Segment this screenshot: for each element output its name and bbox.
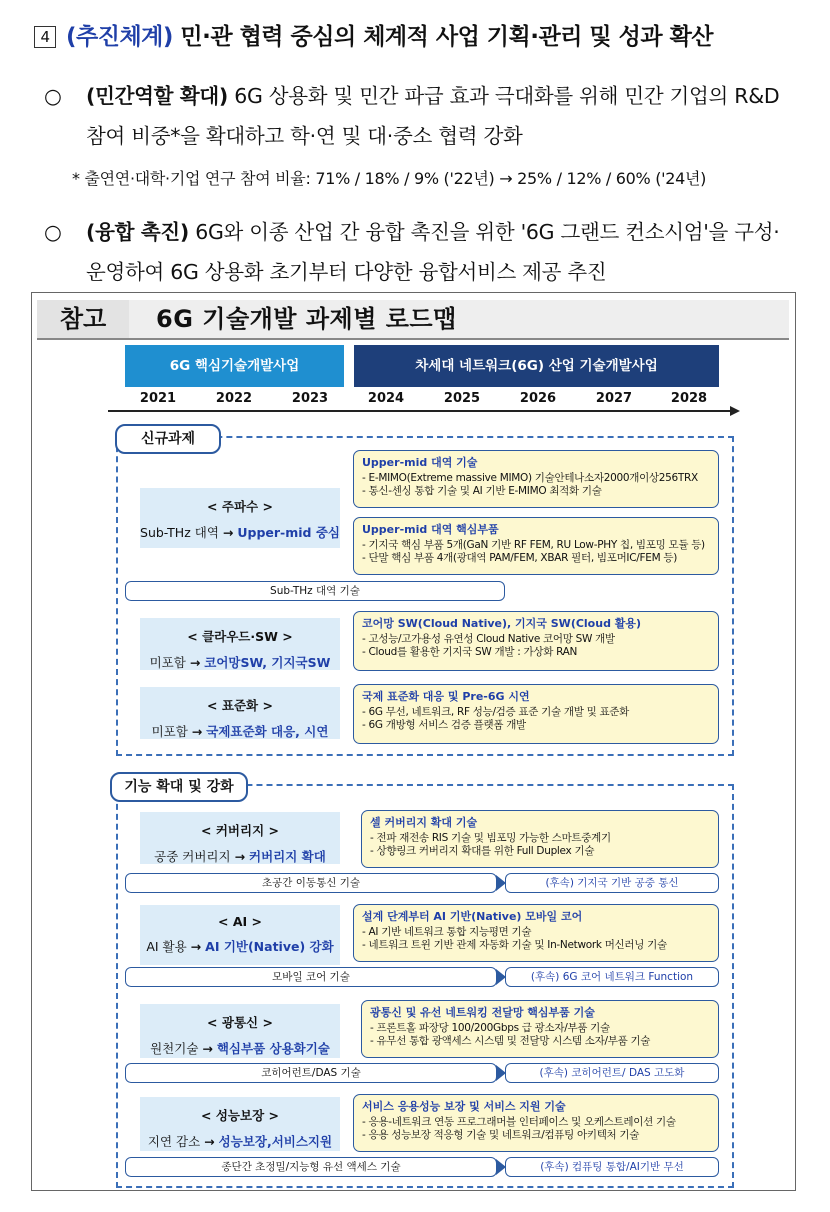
task-line: - 응용 성능보장 적응형 기술 및 네트워크/컴퓨팅 아키텍처 기술 xyxy=(362,1129,640,1141)
task-line: - 단말 핵심 부품 4개(광대역 PAM/FEM, XBAR 필터, 빔포머IC/FEM 등) xyxy=(362,552,678,564)
topic-optical xyxy=(140,1004,340,1058)
task-heading: 국제 표준화 대응 및 Pre-6G 시연 xyxy=(362,690,530,703)
topic-standard xyxy=(140,687,340,739)
task-service-performance xyxy=(353,1094,719,1152)
footnote: * 출연연·대학·기업 연구 참여 비율: 71% / 18% / 9% ('22년) → 25% / 12% / 60% ('24년) xyxy=(72,169,707,188)
timeline-arrow-icon xyxy=(730,406,740,416)
bullet-head: (민간역할 확대) xyxy=(86,84,228,108)
task-standardization xyxy=(353,684,719,744)
bar-current: 초공간 이동통신 기술 xyxy=(125,873,497,893)
task-cell-coverage xyxy=(361,810,719,868)
task-upper-mid-tech xyxy=(353,450,719,508)
task-line: - 상향링크 커버리지 확대를 위한 Full Duplex 기술 xyxy=(370,845,595,857)
topic-from: 지연 감소 xyxy=(147,1134,201,1149)
bar-current: 모바일 코어 기술 xyxy=(125,967,497,987)
task-optical xyxy=(361,1000,719,1058)
year-label: 2025 xyxy=(443,391,481,406)
bullet-body: 6G와 이종 산업 간 융합 촉진을 위한 '6G 그랜드 컨소시엄'을 구성·운영하여 6G 상용화 초기부터 다양한 융합서비스 제공 추진 xyxy=(86,220,780,284)
topic-to: 커버리지 확대 xyxy=(249,849,326,864)
section-title-highlight: (추진체계) xyxy=(66,24,173,50)
bar-current: 종단간 초정밀/지능형 유선 액세스 기술 xyxy=(125,1157,497,1177)
topic-to: 성능보장,서비스지원 xyxy=(218,1134,333,1149)
task-line: - 응용-네트워크 연동 프로그래머블 인터페이스 및 오케스트레이션 기술 xyxy=(362,1116,676,1128)
topic-from: 원천기술 xyxy=(150,1041,199,1056)
topic-to: Upper-mid 중심 xyxy=(237,525,340,540)
bullet-convergence xyxy=(44,212,786,292)
task-heading: 코어망 SW(Cloud Native), 기지국 SW(Cloud 활용) xyxy=(362,617,642,630)
topic-title: < 표준화 > xyxy=(207,698,273,713)
bar-subthz: Sub-THz 대역 기술 xyxy=(125,581,505,601)
topic-cloud-sw xyxy=(140,618,340,670)
arrow-right-icon: → xyxy=(191,724,203,739)
topic-to: 코어망SW, 기지국SW xyxy=(204,655,331,670)
year-label: 2021 xyxy=(139,391,177,406)
year-label: 2022 xyxy=(215,391,253,406)
group-label-new-tasks: 신규과제 xyxy=(115,424,221,454)
group-label-enhance: 기능 확대 및 강화 xyxy=(110,772,248,802)
task-core-sw xyxy=(353,611,719,671)
bar-current: 코히어런트/DAS 기술 xyxy=(125,1063,497,1083)
task-line: - 6G 무선, 네트워크, RF 성능/검증 표준 기술 개발 및 표준화 xyxy=(362,706,629,718)
task-line: - E-MIMO(Extreme massive MIMO) 기술안테나소자2000개이상256TRX xyxy=(362,472,698,484)
bullet-head: (융합 촉진) xyxy=(86,220,189,244)
topic-performance xyxy=(140,1097,340,1151)
task-heading: Upper-mid 대역 핵심부품 xyxy=(362,523,499,536)
topic-title: < 광통신 > xyxy=(207,1015,273,1030)
year-label: 2028 xyxy=(670,391,708,406)
arrow-right-icon: → xyxy=(190,939,202,954)
topic-frequency xyxy=(140,488,340,548)
bullet-private-role xyxy=(44,76,786,156)
task-ai-core xyxy=(353,904,719,962)
topic-title: < 성능보장 > xyxy=(201,1108,279,1123)
arrow-right-icon: → xyxy=(204,1134,215,1149)
task-heading: 서비스 응용성능 보장 및 서비스 지원 기술 xyxy=(362,1100,566,1113)
topic-to: 핵심부품 상용화기술 xyxy=(216,1041,330,1056)
task-line: - 고성능/고가용성 유연성 Cloud Native 코어망 SW 개발 xyxy=(362,633,615,645)
topic-title: < AI > xyxy=(218,914,262,929)
topic-to: AI 기반(Native) 강화 xyxy=(205,939,334,954)
topic-from: 미포함 xyxy=(149,655,186,670)
program-core-tech: 6G 핵심기술개발사업 xyxy=(125,345,344,387)
task-line: - AI 기반 네트워크 통합 지능평면 기술 xyxy=(362,926,532,938)
bar-next: (후속) 코히어런트/ DAS 고도화 xyxy=(505,1063,719,1083)
year-label: 2024 xyxy=(367,391,405,406)
task-heading: 광통신 및 유선 네트워킹 전달망 핵심부품 기술 xyxy=(370,1006,595,1019)
task-line: - 6G 개방형 서비스 검증 플랫폼 개발 xyxy=(362,719,526,731)
task-heading: Upper-mid 대역 기술 xyxy=(362,456,478,469)
bullet-body: 6G 상용화 및 민간 파급 효과 극대화를 위해 민간 기업의 R&D 참여 비중*을 확대하고 학·연 및 대·중소 협력 강화 xyxy=(86,84,780,148)
bullet-mark: ○ xyxy=(44,84,62,108)
bar-next: (후속) 6G 코어 네트워크 Function xyxy=(505,967,719,987)
bar-next: (후속) 컴퓨팅 통합/AI기반 무선 xyxy=(505,1157,719,1177)
arrow-right-icon: → xyxy=(202,1041,213,1056)
arrow-right-icon: → xyxy=(234,849,246,864)
arrow-right-icon: → xyxy=(222,525,234,540)
year-label: 2027 xyxy=(595,391,633,406)
task-line: - 유무선 통합 광액세스 시스템 및 전달망 시스템 소자/부품 기술 xyxy=(370,1035,651,1047)
topic-to: 국제표준화 대응, 시연 xyxy=(206,724,329,739)
topic-from: Sub-THz 대역 xyxy=(140,525,219,540)
year-label: 2026 xyxy=(519,391,557,406)
task-heading: 설계 단계부터 AI 기반(Native) 모바일 코어 xyxy=(362,910,583,923)
bullet-mark: ○ xyxy=(44,220,62,244)
year-label: 2023 xyxy=(291,391,329,406)
reference-label: 참고 xyxy=(37,300,129,338)
topic-from: 공중 커버리지 xyxy=(154,849,231,864)
timeline-axis xyxy=(108,410,732,412)
task-line: - 프론트홀 파장당 100/200Gbps 급 광소자/부품 기술 xyxy=(370,1022,610,1034)
program-next-network: 차세대 네트워크(6G) 산업 기술개발사업 xyxy=(354,345,719,387)
topic-title: < 주파수 > xyxy=(207,499,273,514)
topic-from: AI 활용 xyxy=(146,939,187,954)
topic-title: < 클라우드·SW > xyxy=(187,629,293,644)
arrow-right-icon: → xyxy=(189,655,201,670)
task-heading: 셀 커버리지 확대 기술 xyxy=(370,816,478,829)
bar-next: (후속) 기지국 기반 공중 통신 xyxy=(505,873,719,893)
task-line: - 통신-센싱 통합 기술 및 AI 기반 E-MIMO 최적화 기술 xyxy=(362,485,602,497)
topic-title: < 커버리지 > xyxy=(201,823,279,838)
task-line: - Cloud를 활용한 기지국 SW 개발 : 가상화 RAN xyxy=(362,646,578,658)
section-title-text: 민·관 협력 중심의 체계적 사업 기획·관리 및 성과 확산 xyxy=(172,24,714,50)
task-line: - 기지국 핵심 부품 5개(GaN 기반 RF FEM, RU Low-PHY 칩, 빔포밍 모듈 등) xyxy=(362,539,705,551)
task-upper-mid-parts xyxy=(353,517,719,575)
task-line: - 네트워크 트윈 기반 관제 자동화 기술 및 In-Network 머신러닝 기술 xyxy=(362,939,667,951)
topic-from: 미포함 xyxy=(151,724,188,739)
section-title xyxy=(34,18,713,51)
section-number: 4 xyxy=(34,26,56,48)
reference-title: 6G 기술개발 과제별 로드맵 xyxy=(156,305,457,333)
task-line: - 전파 재전송 RIS 기술 및 빔포밍 가능한 스마트중계기 xyxy=(370,832,611,844)
topic-coverage xyxy=(140,812,340,864)
topic-ai xyxy=(140,905,340,965)
